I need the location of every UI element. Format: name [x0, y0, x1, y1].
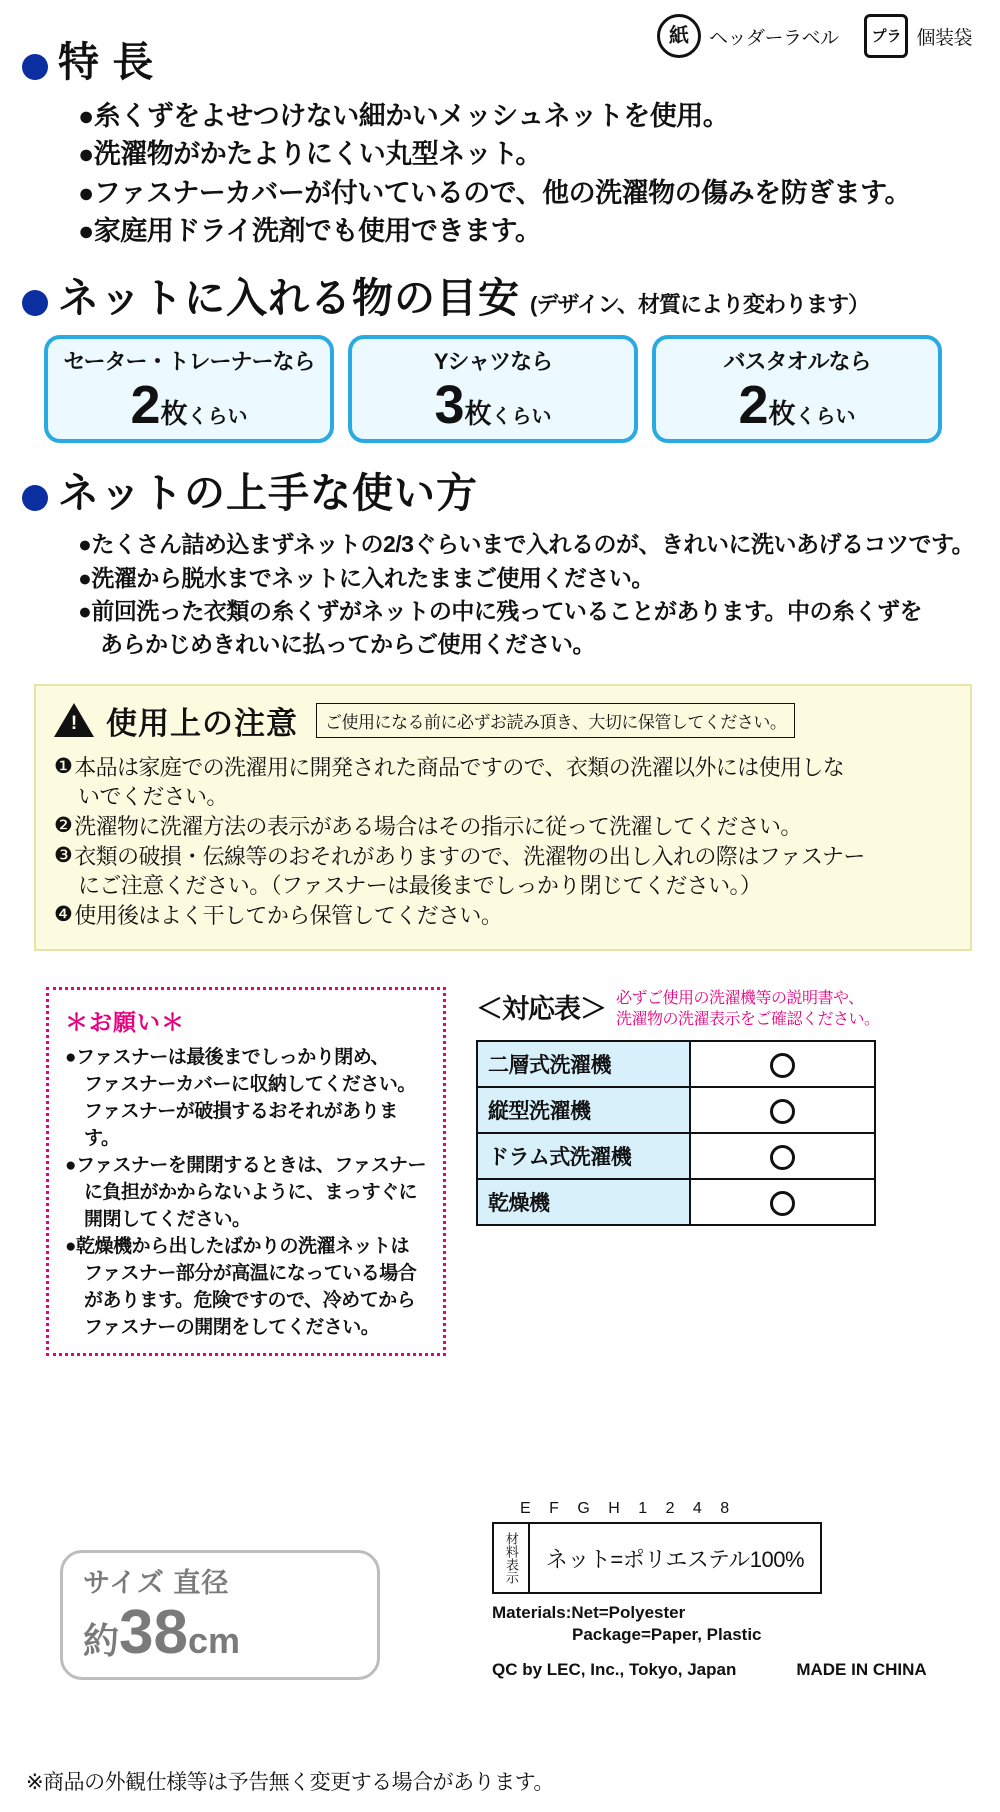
capacity-number: 2	[130, 375, 161, 436]
tip-item: ●たくさん詰め込まずネットの2/3ぐらいまで入れるのが、きれいに洗いあげるコツです。	[78, 531, 975, 558]
capacity-label: セーター・トレーナーなら	[63, 349, 315, 375]
capacity-approx: くらい	[187, 406, 248, 429]
capacity-title: ネットに入れる物の目安	[58, 275, 520, 322]
request-item-continuation: があります。危険ですので、冷めてから	[84, 1289, 416, 1311]
features-title: 特 長	[58, 39, 155, 85]
caution-list	[54, 753, 952, 931]
request-item-continuation: 開閉してください。	[84, 1208, 251, 1230]
bullet-dot-icon	[22, 54, 48, 80]
compatibility-table	[476, 1040, 876, 1226]
compatibility-section	[476, 987, 972, 1357]
capacity-number: 2	[738, 375, 769, 436]
qc-text: QC by LEC, Inc., Tokyo, Japan	[492, 1660, 737, 1680]
compatibility-title: ＜対応表＞	[476, 993, 606, 1024]
plastic-recycle-label: 個装袋	[916, 27, 972, 49]
size-value	[83, 1598, 377, 1667]
caution-text: 洗濯物に洗濯方法の表示がある場合はその指示に従って洗濯してください。	[74, 814, 802, 840]
request-title: ＊お願い＊	[65, 1008, 185, 1035]
materials-vertical-label: 材料表示	[494, 1524, 530, 1592]
paper-recycle-icon	[657, 14, 701, 58]
materials-code: E F G H 1 2 4 8	[520, 1500, 737, 1517]
caution-title: 使用上の注意	[106, 705, 298, 741]
feature-item: ●家庭用ドライ洗剤でも使用できます。	[78, 215, 542, 246]
size-number: 38	[119, 1598, 188, 1667]
table-row	[477, 1133, 875, 1179]
tip-item: ●洗濯から脱水までネットに入れたままご使用ください。	[78, 564, 654, 591]
plastic-recycle-glyph: プラ	[871, 27, 902, 45]
materials-block	[492, 1500, 962, 1680]
materials-text: ネット=ポリエステル100%	[545, 1546, 805, 1572]
footnote: ※商品の外観仕様等は予告無く変更する場合があります。	[26, 1771, 554, 1794]
capacity-unit: 枚	[464, 399, 492, 430]
capacity-subtitle: (デザイン、材質により変わります）	[530, 292, 870, 318]
machine-name: 縦型洗濯機	[477, 1087, 690, 1133]
tip-item-continuation: あらかじめきれいに払ってからご使用ください。	[100, 631, 595, 658]
caution-header	[54, 698, 952, 743]
compatibility-note-line: 洗濯物の洗濯表示をご確認ください。	[616, 1010, 880, 1028]
materials-english-line: Package=Paper, Plastic	[572, 1625, 762, 1645]
bullet-dot-icon	[22, 290, 48, 316]
caution-number: ❸	[54, 843, 73, 867]
caution-text: 本品は家庭での洗濯用に開発された商品ですので、衣類の洗濯以外には使用しな	[74, 754, 845, 780]
compatibility-mark	[690, 1087, 875, 1133]
feature-item: ●洗濯物がかたよりにくい丸型ネット。	[78, 139, 542, 170]
capacity-amount	[352, 375, 634, 436]
caution-number: ❶	[54, 754, 73, 778]
materials-english-line: Materials:Net=Polyester	[492, 1603, 686, 1622]
size-box	[60, 1550, 380, 1680]
origin-text: MADE IN CHINA	[796, 1660, 927, 1680]
capacity-amount	[48, 375, 330, 436]
capacity-approx: くらい	[795, 406, 856, 429]
machine-name: ドラム式洗濯機	[477, 1133, 690, 1179]
feature-item: ●糸くずをよせつけない細かいメッシュネットを使用。	[78, 101, 730, 131]
materials-english	[492, 1602, 962, 1646]
capacity-box	[652, 335, 942, 443]
caution-item	[54, 812, 952, 842]
size-label: サイズ 直径	[83, 1568, 230, 1598]
compatibility-note-line: 必ずご使用の洗濯機等の説明書や、	[616, 989, 864, 1007]
tip-item: ●前回洗った衣類の糸くずがネットの中に残っていることがあります。中の糸くずを	[78, 598, 923, 624]
capacity-amount	[656, 375, 938, 436]
request-item-continuation: に負担がかからないように、まっすぐに	[84, 1181, 418, 1203]
capacity-number: 3	[434, 375, 465, 436]
caution-item	[54, 753, 952, 783]
circle-ok-icon	[770, 1099, 795, 1124]
recycle-item-paper	[657, 14, 839, 58]
caution-number: ❹	[54, 903, 73, 927]
table-row	[477, 1041, 875, 1087]
paper-recycle-glyph: 紙	[668, 25, 689, 47]
request-item-continuation: ファスナーの開閉をしてください。	[84, 1316, 380, 1338]
recycle-item-plastic	[864, 14, 972, 58]
table-row	[477, 1087, 875, 1133]
machine-name: 二層式洗濯機	[477, 1041, 690, 1087]
request-panel	[46, 987, 446, 1357]
lower-section	[0, 987, 1000, 1357]
compatibility-note	[616, 987, 880, 1031]
caution-item	[54, 901, 952, 931]
recycle-marks	[657, 14, 972, 58]
capacity-heading	[22, 275, 1000, 322]
bullet-dot-icon	[22, 485, 48, 511]
caution-text: 衣類の破損・伝線等のおそれがありますので、洗濯物の出し入れの際はファスナー	[74, 843, 865, 869]
circle-ok-icon	[770, 1191, 795, 1216]
request-item-continuation: ファスナーカバーに収納してください。	[84, 1073, 416, 1095]
request-item: ●ファスナーは最後までしっかり閉め、	[65, 1046, 389, 1068]
compatibility-header	[476, 987, 972, 1031]
capacity-box	[44, 335, 334, 443]
tips-title: ネットの上手な使い方	[58, 470, 478, 517]
caution-text-continuation: にご注意ください。（ファスナーは最後までしっかり閉じてください。）	[78, 873, 762, 899]
capacity-label: Yシャツなら	[433, 349, 553, 375]
features-list	[78, 97, 1000, 250]
circle-ok-icon	[770, 1145, 795, 1170]
size-approx: 約	[83, 1620, 120, 1661]
capacity-box	[348, 335, 638, 443]
capacity-unit: 枚	[160, 399, 188, 430]
request-item-continuation: ファスナーが破損するおそれがあります。	[84, 1100, 398, 1149]
feature-item: ●ファスナーカバーが付いているので、他の洗濯物の傷みを防ぎます。	[78, 177, 911, 208]
paper-recycle-label: ヘッダーラベル	[708, 27, 839, 49]
tips-list	[78, 528, 1000, 661]
table-row	[477, 1179, 875, 1225]
capacity-unit: 枚	[768, 399, 796, 430]
caution-number: ❷	[54, 814, 73, 838]
capacity-approx: くらい	[491, 406, 552, 429]
tips-section	[0, 443, 1000, 661]
warning-triangle-icon	[54, 703, 94, 737]
plastic-recycle-icon	[864, 14, 908, 58]
qc-row	[492, 1660, 962, 1680]
capacity-boxes	[44, 335, 1000, 443]
request-item: ●ファスナーを開閉するときは、ファスナー	[65, 1154, 426, 1176]
caution-text: 使用後はよく干してから保管してください。	[74, 903, 503, 929]
request-item: ●乾燥機から出したばかりの洗濯ネットは	[65, 1235, 409, 1257]
caution-panel	[34, 684, 972, 951]
compatibility-mark	[690, 1133, 875, 1179]
circle-ok-icon	[770, 1053, 795, 1078]
machine-name: 乾燥機	[477, 1179, 690, 1225]
caution-note: ご使用になる前に必ずお読み頂き、大切に保管してください。	[316, 703, 795, 738]
request-item-continuation: ファスナー部分が高温になっている場合	[84, 1262, 417, 1284]
caution-item	[54, 842, 952, 872]
capacity-section	[0, 250, 1000, 443]
capacity-label: バスタオルなら	[723, 349, 871, 375]
compatibility-mark	[690, 1179, 875, 1225]
tips-heading	[22, 470, 1000, 517]
size-unit: cm	[187, 1620, 241, 1661]
compatibility-mark	[690, 1041, 875, 1087]
caution-text-continuation: いでください。	[78, 784, 228, 810]
materials-box	[492, 1522, 822, 1594]
